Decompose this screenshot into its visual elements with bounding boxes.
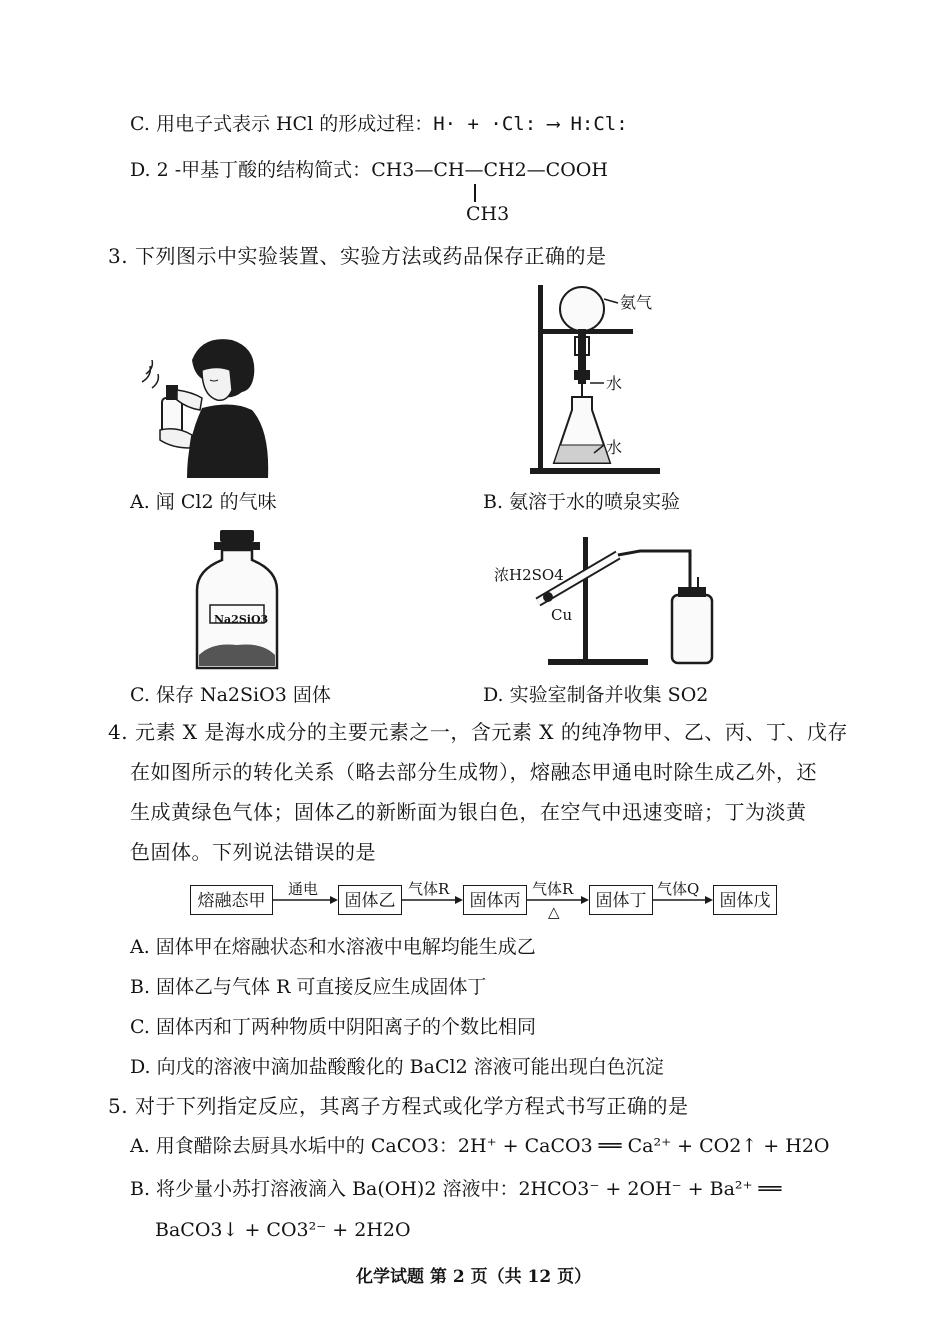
q3-caption-a: A. 闻 Cl2 的气味	[130, 491, 277, 513]
figure-reagent-bottle	[192, 530, 282, 670]
q4-stem-line-3: 生成黄绿色气体；固体乙的新断面为银白色，在空气中迅速变暗；丁为淡黄	[130, 800, 807, 824]
q5-option-b-line-2: BaCO3↓ + CO3²⁻ + 2H2O	[155, 1219, 411, 1241]
q5-option-a: A. 用食醋除去厨具水垢中的 CaCO3：2H⁺ + CaCO3 ══ Ca²⁺ + CO2↑ + H2O	[130, 1135, 830, 1157]
q2-option-d-formula: CH3—CH—CH2—COOH	[371, 159, 608, 181]
flow-arrow-2-label: 气体R	[408, 880, 450, 898]
q2-option-d	[130, 158, 608, 182]
q3-stem: 3. 下列图示中实验装置、实验方法或药品保存正确的是	[108, 244, 607, 268]
flow-box-1: 熔融态甲	[190, 885, 273, 915]
flow-arrow-3-label: 气体R	[532, 880, 574, 898]
q2-option-d-text: D. 2 -甲基丁酸的结构简式：	[130, 159, 372, 181]
bottle-label: Na2SiO3	[214, 613, 269, 626]
q3-caption-b: B. 氨溶于水的喷泉实验	[483, 491, 681, 513]
figure-smell-cl2	[132, 330, 272, 480]
q2-branch-methyl: CH3	[466, 203, 510, 225]
fountain-label-ammonia: 氨气	[620, 293, 653, 312]
q4-stem-line-1: 4. 元素 X 是海水成分的主要元素之一，含元素 X 的纯净物甲、乙、丙、丁、戊存	[108, 720, 848, 744]
flow-box-5: 固体戊	[713, 885, 777, 915]
fountain-label-water-top: 水	[606, 374, 623, 393]
q2-option-c-formula: H· + ·Cl: ⟶ H:Cl:	[433, 113, 628, 135]
flow-arrows	[0, 885, 950, 925]
flow-box-4: 固体丁	[589, 885, 653, 915]
q4-option-d: D. 向戊的溶液中滴加盐酸酸化的 BaCl2 溶液可能出现白色沉淀	[130, 1056, 664, 1078]
flow-arrow-4-label: 气体Q	[657, 880, 700, 898]
q4-stem-line-2: 在如图所示的转化关系（略去部分生成物），熔融态甲通电时除生成乙外，还	[130, 760, 817, 784]
flow-arrow-1-label: 通电	[288, 880, 319, 898]
flow-box-2: 固体乙	[338, 885, 402, 915]
q4-option-a: A. 固体甲在熔融状态和水溶液中电解均能生成乙	[130, 936, 536, 958]
q2-branch-bond	[474, 184, 476, 202]
flow-arrow-3-condition: △	[548, 903, 560, 921]
fountain-label-water-bottom: 水	[606, 438, 623, 457]
q2-option-c	[130, 112, 628, 136]
flow-box-3: 固体丙	[463, 885, 527, 915]
q5-stem: 5. 对于下列指定反应，其离子方程式或化学方程式书写正确的是	[108, 1094, 689, 1118]
q4-stem-line-4: 色固体。下列说法错误的是	[130, 840, 376, 864]
q4-option-c: C. 固体丙和丁两种物质中阴阳离子的个数比相同	[130, 1016, 536, 1038]
so2-label-acid: 浓H2SO4	[494, 566, 564, 584]
figure-so2-apparatus	[530, 537, 730, 667]
q5-option-b-line-1: B. 将少量小苏打溶液滴入 Ba(OH)2 溶液中：2HCO3⁻ + 2OH⁻ + Ba²⁺ ══	[130, 1178, 782, 1200]
q3-caption-d: D. 实验室制备并收集 SO2	[483, 684, 709, 706]
q2-option-c-text: C. 用电子式表示 HCl 的形成过程：	[130, 113, 434, 135]
q4-option-b: B. 固体乙与气体 R 可直接反应生成固体丁	[130, 976, 487, 998]
page-footer: 化学试题 第 2 页（共 12 页）	[356, 1267, 592, 1287]
q3-caption-c: C. 保存 Na2SiO3 固体	[130, 684, 331, 706]
so2-label-cu: Cu	[551, 606, 573, 624]
